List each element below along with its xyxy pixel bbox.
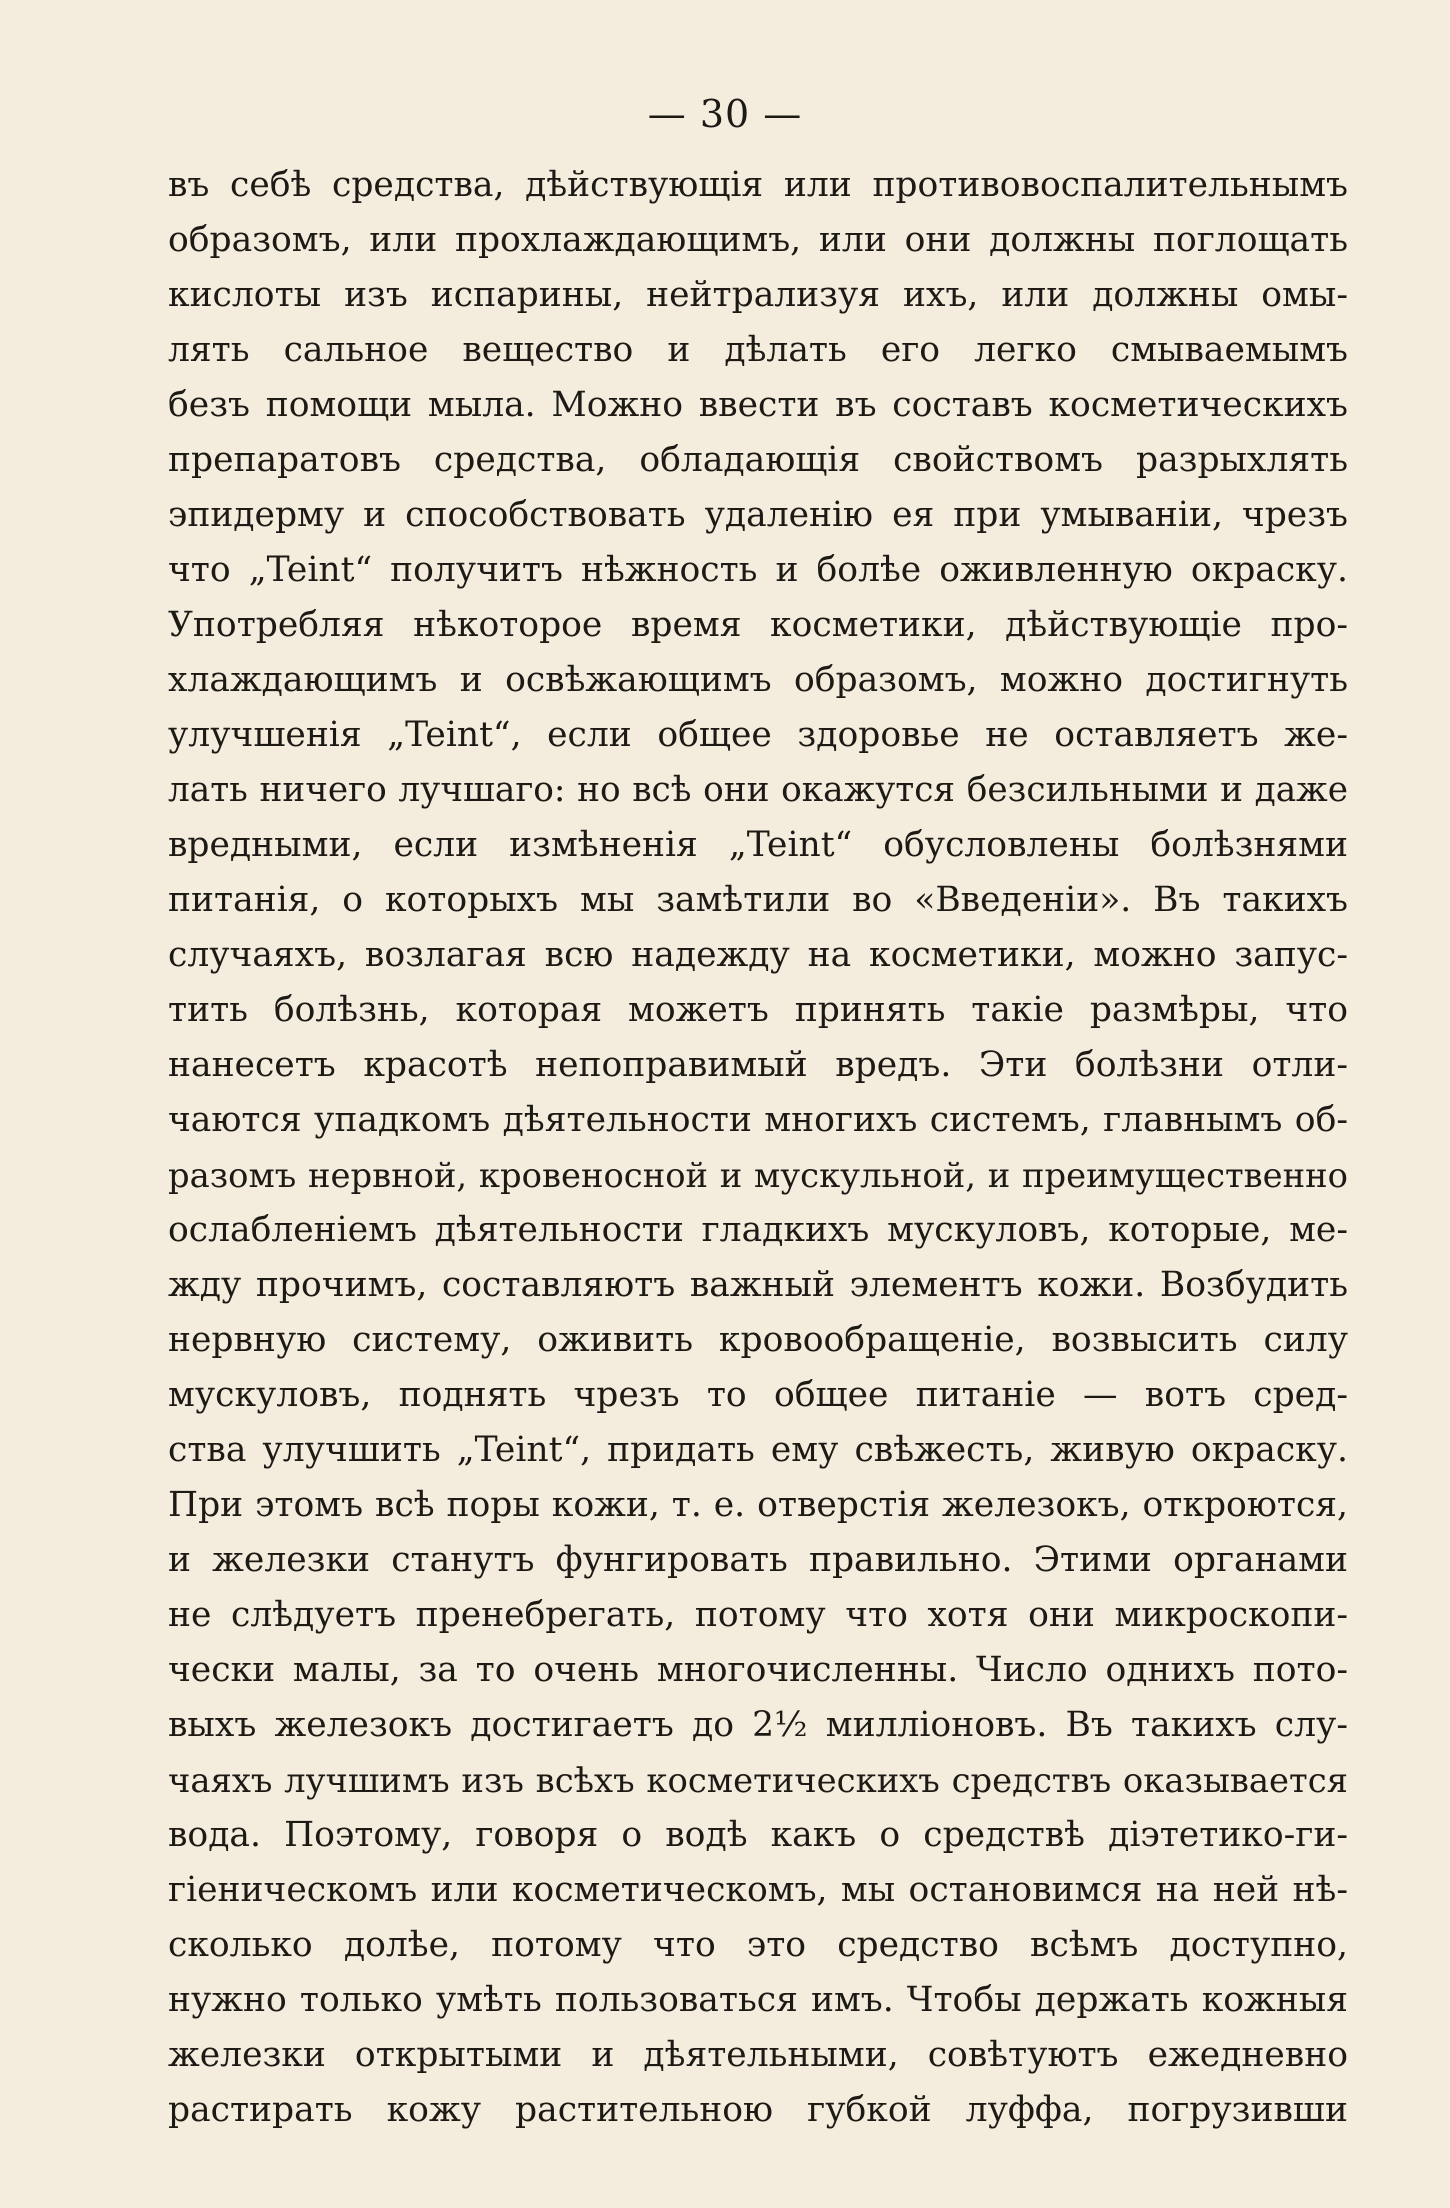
text-line: что „Teint“ получитъ нѣжность и болѣе оживленную окраску. [168,550,1348,590]
text-line: ства улучшить „Teint“, придать ему свѣжесть, живую окраску. [168,1430,1348,1470]
text-line: сколько долѣе, потому что это средство всѣмъ доступно, [168,1925,1348,1965]
page-number: — 30 — [647,92,803,136]
text-line: разомъ нервной, кровеносной и мускульной, и преимущественно [168,1156,1348,1195]
text-line: случаяхъ, возлагая всю надежду на косметики, можно запус- [168,935,1348,975]
text-line: чаются упадкомъ дѣятельности многихъ системъ, главнымъ об- [168,1100,1348,1140]
text-line: не слѣдуетъ пренебрегать, потому что хотя они микроскопи- [168,1595,1348,1635]
text-line: эпидерму и способствовать удаленію ея при умываніи, чрезъ [168,495,1348,535]
text-line: Употребляя нѣкоторое время косметики, дѣйствующіе про- [168,605,1348,645]
text-line: растирать кожу растительною губкой луффа, погрузивши [168,2090,1348,2130]
text-line: улучшенія „Teint“, если общее здоровье не оставляетъ же- [168,715,1348,755]
text-line: нанесетъ красотѣ непоправимый вредъ. Эти болѣзни отли- [168,1045,1348,1085]
text-line: железки открытыми и дѣятельными, совѣтуютъ ежедневно [168,2035,1348,2075]
text-line: питанія, о которыхъ мы замѣтили во «Введеніи». Въ такихъ [168,880,1348,920]
text-line: безъ помощи мыла. Можно ввести въ составъ косметическихъ [168,385,1348,425]
page-text [168,158,1348,2138]
text-line: хлаждающимъ и освѣжающимъ образомъ, можно достигнуть [168,660,1348,700]
text-line: ослабленіемъ дѣятельности гладкихъ мускуловъ, которые, ме- [168,1210,1348,1250]
text-line: нервную систему, оживить кровообращеніе, возвысить силу [168,1320,1348,1360]
text-line: лать ничего лучшаго: но всѣ они окажутся безсильными и даже [168,770,1348,810]
text-line: При этомъ всѣ поры кожи, т. е. отверстія железокъ, откроются, [168,1485,1348,1525]
text-line: вода. Поэтому, говоря о водѣ какъ о средствѣ діэтетико-ги- [168,1815,1348,1855]
text-line: въ себѣ средства, дѣйствующія или противовоспалительнымъ [168,165,1348,205]
text-line: и железки станутъ фунгировать правильно. Этими органами [168,1540,1348,1580]
text-line: нужно только умѣть пользоваться имъ. Чтобы держать кожныя [168,1980,1348,2020]
text-line: мускуловъ, поднять чрезъ то общее питаніе — вотъ сред- [168,1375,1348,1415]
text-line: выхъ железокъ достигаетъ до 2½ милліоновъ. Въ такихъ слу- [168,1705,1348,1745]
text-line: лять сальное вещество и дѣлать его легко смываемымъ [168,330,1348,370]
text-line: чаяхъ лучшимъ изъ всѣхъ косметическихъ средствъ оказывается [168,1761,1348,1800]
text-line: кислоты изъ испарины, нейтрализуя ихъ, или должны омы- [168,275,1348,315]
text-line: вредными, если измѣненія „Teint“ обусловлены болѣзнями [168,825,1348,865]
text-line: жду прочимъ, составляютъ важный элементъ кожи. Возбудить [168,1265,1348,1305]
text-line: чески малы, за то очень многочисленны. Число однихъ пото- [168,1650,1348,1690]
text-line: тить болѣзнь, которая можетъ принять такіе размѣры, что [168,990,1348,1030]
text-line: гіеническомъ или косметическомъ, мы остановимся на ней нѣ- [168,1870,1348,1910]
text-line: препаратовъ средства, обладающія свойствомъ разрыхлять [168,440,1348,480]
text-line: образомъ, или прохлаждающимъ, или они должны поглощать [168,220,1348,260]
